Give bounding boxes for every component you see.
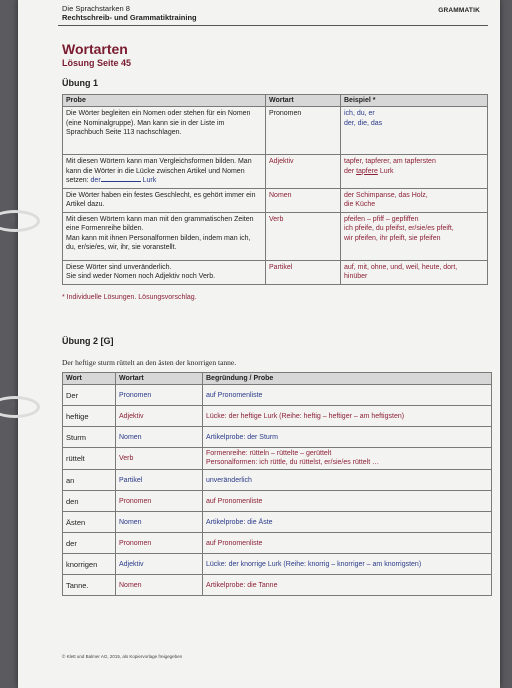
wort-cell: knorrigen [63, 554, 116, 575]
exercise-2-title: Übung 2 [G] [62, 336, 114, 346]
begruendung-cell: auf Pronomenliste [203, 533, 492, 554]
footnote: * Individuelle Lösungen. Lösungsvorschlag. [62, 294, 197, 301]
table-row [63, 533, 492, 554]
probe-cell: Mit diesen Wörtern kann man mit den grammatischen Zeiten eine Formenreihe bilden. Man kann mit ihnen Personalformen bilden, indem man ich, du, er/sie/es, wir, ihr, sie voranstellt. [63, 212, 266, 260]
wortart-cell: Nomen [266, 188, 341, 212]
beispiel-underlined: tapfere [356, 167, 378, 175]
wortart-cell: Verb [266, 212, 341, 260]
table-row [63, 406, 492, 427]
wort-cell: rüttelt [63, 448, 116, 470]
wortart-cell: Verb [116, 448, 203, 470]
column-header: Wortart [266, 95, 341, 107]
beispiel-noun: Lurk [379, 167, 394, 175]
table-row [63, 491, 492, 512]
beispiel-line: tapfer, tapferer, am tapfersten [344, 158, 436, 165]
column-header: Probe [63, 95, 266, 107]
table-header-row [63, 95, 488, 107]
beispiel-article: der [344, 167, 355, 175]
probe-cell: Die Wörter haben ein festes Geschlecht, es gehört immer ein Artikel dazu. [63, 188, 266, 212]
table-row [63, 188, 488, 212]
probe-cell [63, 155, 266, 189]
wortart-cell: Pronomen [266, 107, 341, 155]
table-row [63, 427, 492, 448]
wort-cell: heftige [63, 406, 116, 427]
wort-cell: Ästen [63, 512, 116, 533]
probe-cell: Die Wörter begleiten ein Nomen oder stehen für ein Nomen (eine Nominalgruppe). Man kann sie in der Liste im Sprachbuch Seite 113 nachschlagen. [63, 107, 266, 155]
table-row [63, 385, 492, 406]
column-header: Begründung / Probe [203, 373, 492, 385]
beispiel-cell: der Schimpanse, das Holz, die Küche [341, 188, 488, 212]
copyright-footer: © Klett und Balmer AG, 2015, als Kopiervorlage freigegeben [62, 654, 183, 659]
wort-cell: an [63, 470, 116, 491]
begruendung-cell: Artikelprobe: die Tanne [203, 575, 492, 596]
wort-cell: Sturm [63, 427, 116, 448]
solution-reference: Lösung Seite 45 [62, 58, 132, 68]
wort-cell: Tanne. [63, 575, 116, 596]
wortart-cell: Adjektiv [266, 155, 341, 189]
begruendung-cell: Artikelprobe: der Sturm [203, 427, 492, 448]
probe-cell: Diese Wörter sind unveränderlich. Sie sind weder Nomen noch Adjektiv noch Verb. [63, 260, 266, 284]
header-rule [58, 25, 488, 26]
begruendung-cell: Lücke: der knorrige Lurk (Reihe: knorrig – knorriger – am knorrigsten) [203, 554, 492, 575]
column-header: Beispiel * [341, 95, 488, 107]
wortart-cell: Adjektiv [116, 406, 203, 427]
wortart-cell: Nomen [116, 575, 203, 596]
begruendung-cell: Lücke: der heftige Lurk (Reihe: heftig – heftiger – am heftigsten) [203, 406, 492, 427]
table-row [63, 575, 492, 596]
beispiel-cell: ich, du, er der, die, das [341, 107, 488, 155]
begruendung-cell: auf Pronomenliste [203, 491, 492, 512]
table-row [63, 260, 488, 284]
begruendung-cell: auf Pronomenliste [203, 385, 492, 406]
beispiel-cell: pfeifen – pfiff – gepfiffen ich pfeife, du pfeifst, er/sie/es pfeift, wir pfeifen, ihr pfeift, sie pfeifen [341, 212, 488, 260]
beispiel-cell [341, 155, 488, 189]
wortart-cell: Pronomen [116, 491, 203, 512]
wortart-cell: Nomen [116, 512, 203, 533]
blank-noun: Lurk [142, 177, 157, 184]
wortart-cell: Partikel [116, 470, 203, 491]
page-title: Wortarten [62, 41, 128, 57]
book-subtitle: Rechtschreib- und Grammatiktraining [62, 13, 197, 22]
table-row [63, 212, 488, 260]
wort-cell: Der [63, 385, 116, 406]
begruendung-cell: unveränderlich [203, 470, 492, 491]
blank-line [101, 181, 141, 182]
table-row [63, 155, 488, 189]
wortart-cell: Nomen [116, 427, 203, 448]
begruendung-cell: Artikelprobe: die Äste [203, 512, 492, 533]
exercise-2-rows [63, 385, 492, 596]
table-row [63, 448, 492, 470]
wortart-cell: Pronomen [116, 385, 203, 406]
beispiel-cell: auf, mit, ohne, und, weil, heute, dort, hinüber [341, 260, 488, 284]
blank-article: der [90, 177, 101, 184]
wortart-cell: Partikel [266, 260, 341, 284]
table-row [63, 554, 492, 575]
table-header-row [63, 373, 492, 385]
exercise-1-table [62, 94, 488, 285]
exercise-sentence: Der heftige sturm rüttelt an den ästen der knorrigen tanne. [62, 358, 237, 367]
worksheet-page [18, 0, 500, 688]
column-header: Wort [63, 373, 116, 385]
table-row [63, 512, 492, 533]
wort-cell: den [63, 491, 116, 512]
begruendung-cell: Formenreihe: rütteln – rüttelte – gerüttelt Personalformen: ich rüttle, du rüttelst, er/sie/es rüttelt … [203, 448, 492, 470]
exercise-1-title: Übung 1 [62, 78, 98, 88]
wortart-cell: Pronomen [116, 533, 203, 554]
wort-cell: der [63, 533, 116, 554]
exercise-2-table [62, 372, 492, 596]
column-header: Wortart [116, 373, 203, 385]
table-row [63, 470, 492, 491]
book-title: Die Sprachstarken 8 [62, 4, 130, 13]
section-label: GRAMMATIK [438, 7, 480, 14]
probe-text: Mit diesen Wörtern kann man Vergleichsformen bilden. Man kann die Wörter in die Lücke zwischen Artikel und Nomen setzen: [66, 158, 252, 184]
book-header [62, 4, 197, 22]
wortart-cell: Adjektiv [116, 554, 203, 575]
table-row [63, 107, 488, 155]
